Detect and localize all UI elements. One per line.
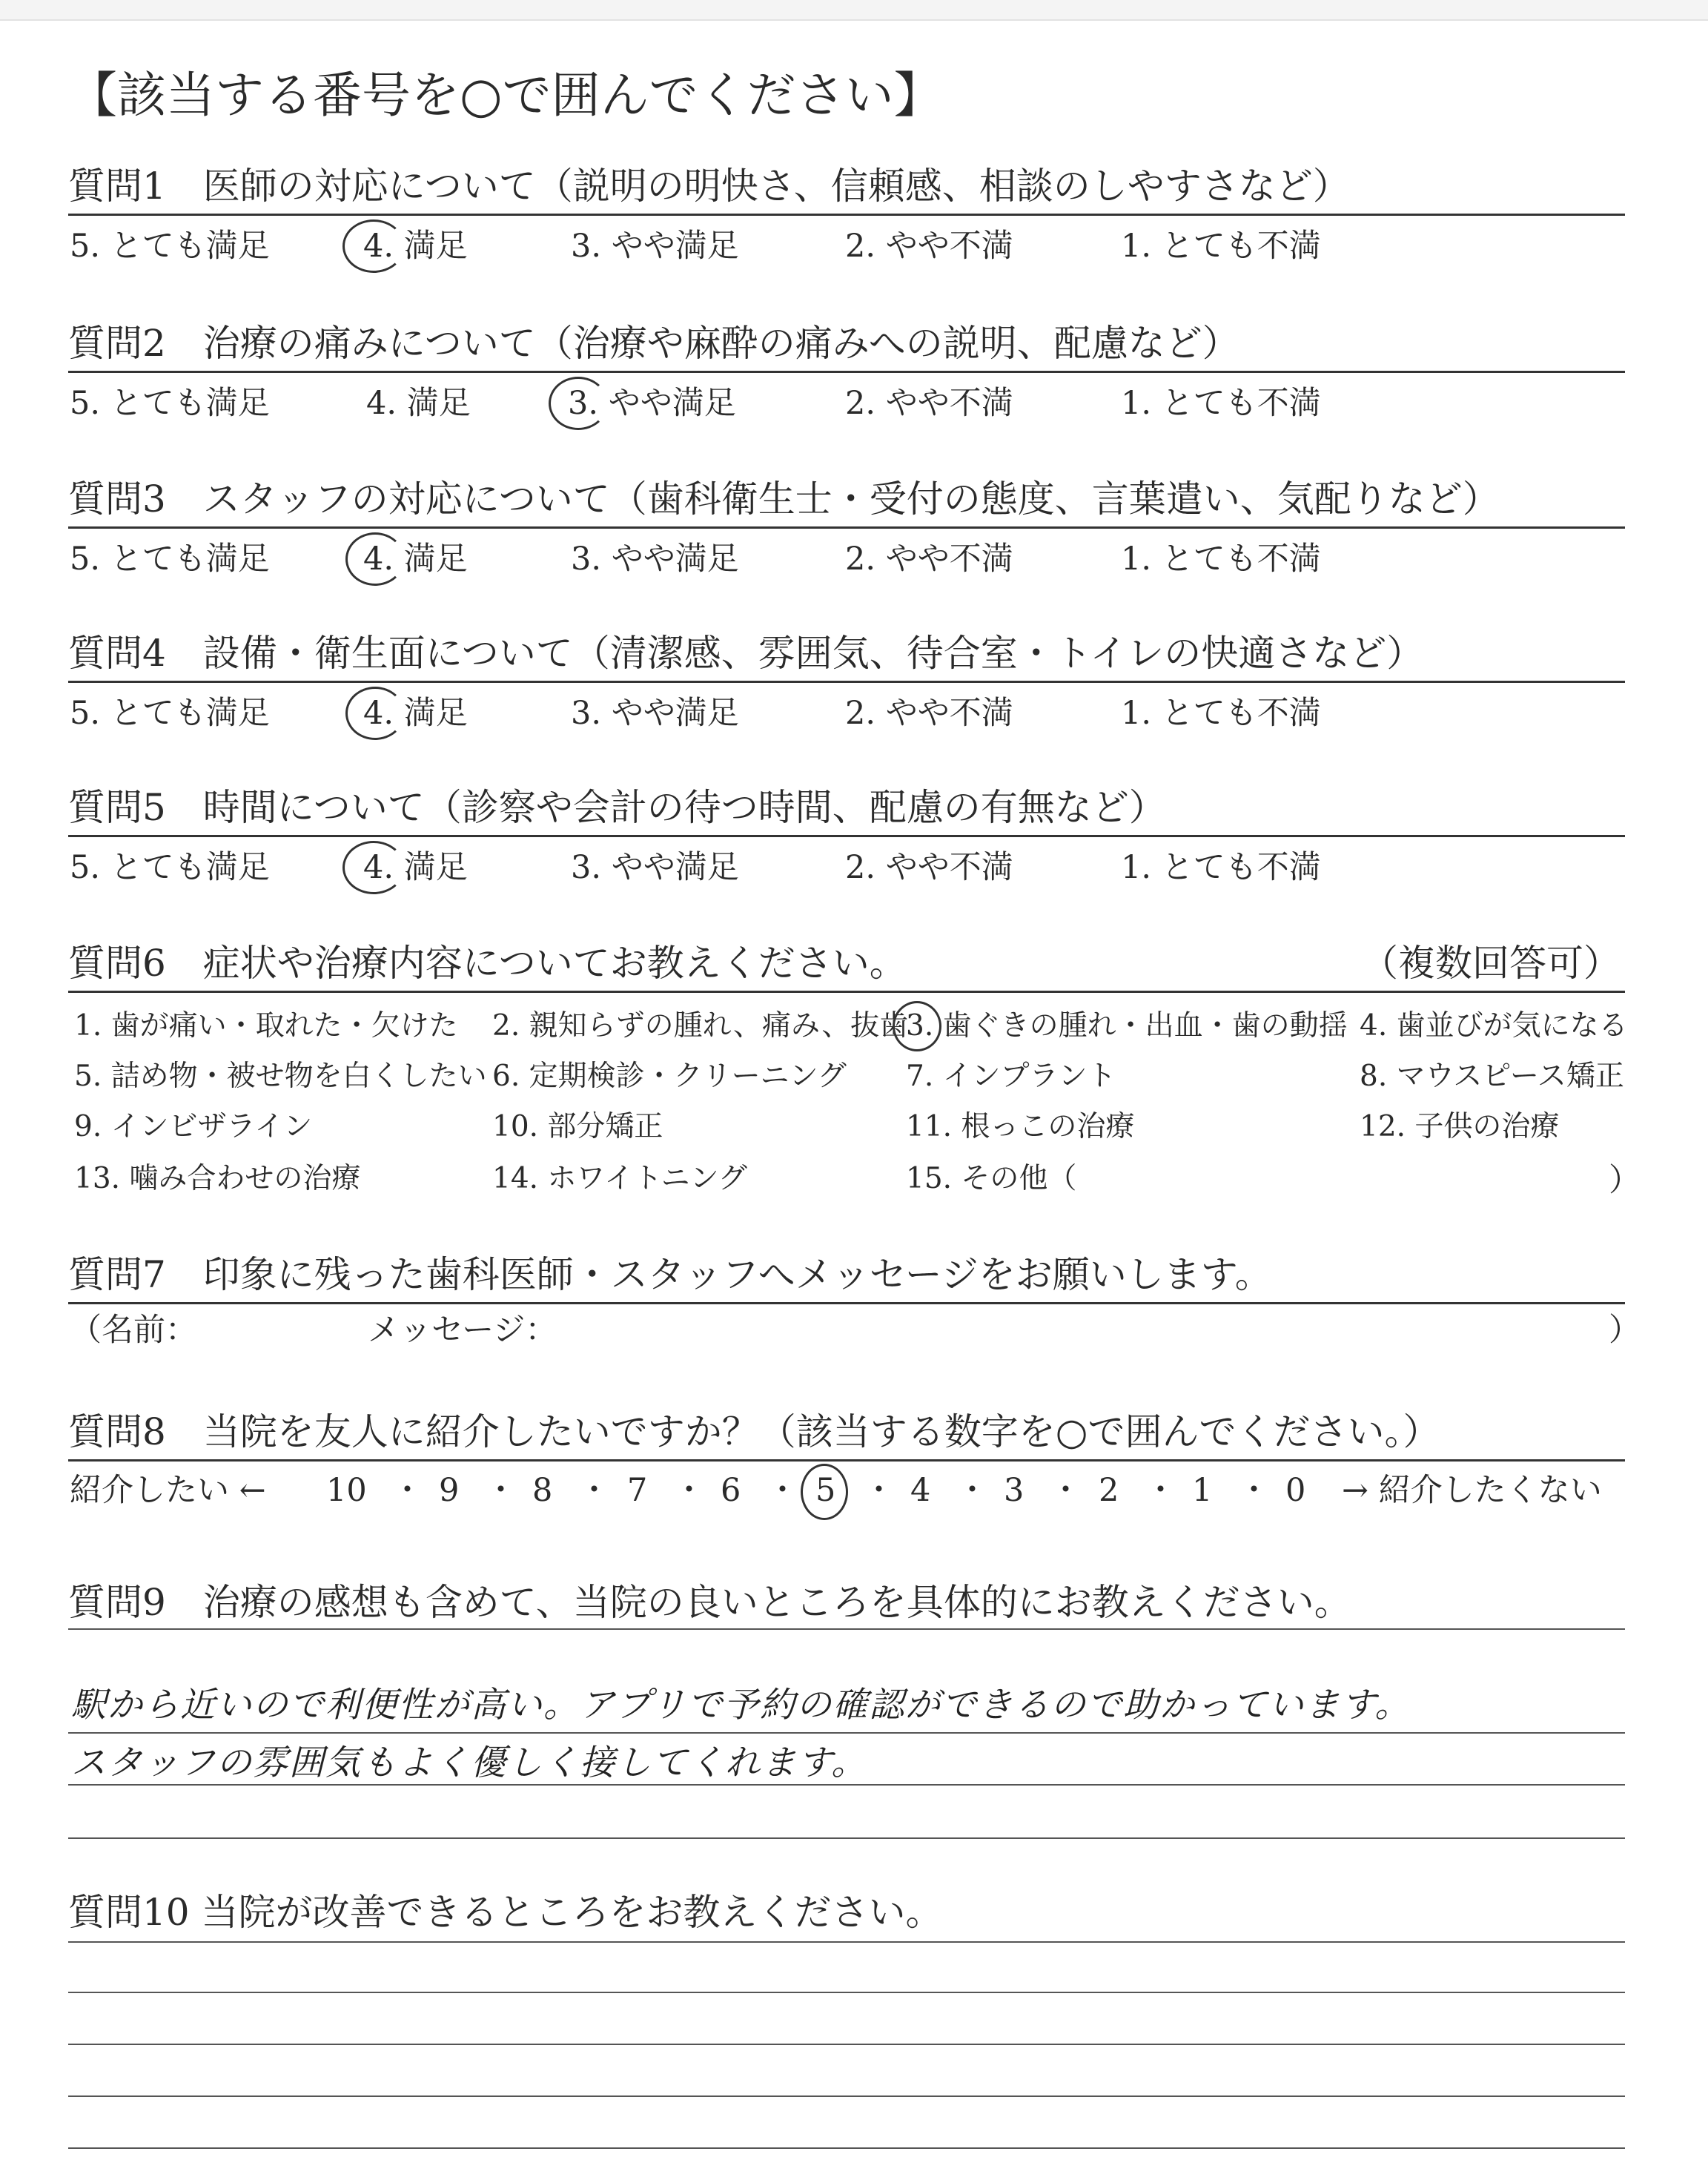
q4-title: 質問4 設備・衛生面について（清潔感、雰囲気、待合室・トイレの快適さなど） — [68, 632, 1424, 675]
q10-answer-line — [68, 1941, 1625, 1943]
q8-score-1[interactable]: 1 — [1192, 1472, 1213, 1509]
q8-score-7[interactable]: 7 — [627, 1472, 648, 1509]
q1-option-2[interactable]: 2. やや不満 — [845, 228, 1013, 265]
q8-separator: ・ — [1238, 1472, 1270, 1509]
q8-separator: ・ — [578, 1472, 610, 1509]
q1-option-5[interactable]: 5. とても満足 — [70, 228, 270, 265]
q2-option-4[interactable]: 4. 満足 — [366, 385, 471, 422]
q4-rule — [68, 681, 1625, 683]
q8-separator: ・ — [863, 1472, 895, 1509]
q8-right-label: → 紹介したくない — [1342, 1472, 1602, 1509]
q4-option-2[interactable]: 2. やや不満 — [845, 695, 1013, 732]
q10-answer-line — [68, 1992, 1625, 1993]
q1-option-4[interactable]: 4. 満足 — [363, 228, 468, 265]
q6-option-1[interactable]: 1. 歯が痛い・取れた・欠けた — [74, 1009, 458, 1043]
q6-option-2[interactable]: 2. 親知らずの腫れ、痛み、抜歯 — [492, 1009, 909, 1043]
q5-selection-circle — [342, 841, 405, 894]
q6-rule — [68, 991, 1625, 993]
q8-score-3[interactable]: 3 — [1004, 1472, 1025, 1509]
q6-option-9[interactable]: 9. インビザライン — [74, 1110, 313, 1143]
q8-rule — [68, 1459, 1625, 1462]
q6-option-13[interactable]: 13. 噛み合わせの治療 — [74, 1162, 361, 1195]
q5-option-4[interactable]: 4. 満足 — [363, 849, 468, 886]
q2-selection-circle — [549, 377, 608, 430]
q6-option-3[interactable]: 3. 歯ぐきの腫れ・出血・歯の動揺 — [906, 1009, 1348, 1043]
q9-handwritten-line-2: スタッフの雰囲気もよく優しく接してくれます。 — [71, 1743, 868, 1783]
q8-score-4[interactable]: 4 — [910, 1472, 931, 1509]
q3-option-4[interactable]: 4. 満足 — [363, 541, 468, 578]
q8-separator: ・ — [767, 1472, 798, 1509]
q6-option-15[interactable]: 15. その他（ — [906, 1162, 1077, 1195]
q8-score-6[interactable]: 6 — [721, 1472, 741, 1509]
q7-close: ） — [1609, 1312, 1641, 1349]
q7-rule — [68, 1302, 1625, 1304]
q3-option-3[interactable]: 3. やや満足 — [571, 541, 739, 578]
q4-option-4[interactable]: 4. 満足 — [363, 695, 468, 732]
q8-score-9[interactable]: 9 — [439, 1472, 460, 1509]
q8-score-10[interactable]: 10 — [326, 1472, 367, 1509]
q9-answer-line — [68, 1837, 1625, 1839]
q10-answer-line — [68, 2095, 1625, 2097]
q8-score-2[interactable]: 2 — [1099, 1472, 1119, 1509]
scan-top-edge — [0, 0, 1708, 19]
q6-option-4[interactable]: 4. 歯並びが気になる — [1360, 1009, 1628, 1043]
q6-option-5[interactable]: 5. 詰め物・被せ物を白くしたい — [74, 1060, 487, 1093]
q2-option-5[interactable]: 5. とても満足 — [70, 385, 270, 422]
q6-option-8[interactable]: 8. マウスピース矯正 — [1360, 1060, 1624, 1093]
q2-option-2[interactable]: 2. やや不満 — [845, 385, 1013, 422]
q5-option-1[interactable]: 1. とても不満 — [1121, 849, 1321, 886]
q1-rule — [68, 214, 1625, 216]
q3-title: 質問3 スタッフの対応について（歯科衛生士・受付の態度、言葉遣い、気配りなど） — [68, 478, 1500, 521]
q9-answer-line — [68, 1784, 1625, 1786]
q6-other-close: ） — [1609, 1162, 1641, 1199]
q8-score-5[interactable]: 5 — [815, 1472, 836, 1509]
q4-selection-circle — [345, 687, 405, 740]
q9-answer-line — [68, 1628, 1625, 1630]
q8-score-0[interactable]: 0 — [1285, 1472, 1306, 1509]
q8-separator: ・ — [956, 1472, 988, 1509]
q6-multiple-note: （複数回答可） — [1361, 942, 1621, 985]
q9-answer-line — [68, 1732, 1625, 1734]
q4-option-5[interactable]: 5. とても満足 — [70, 695, 270, 732]
q3-option-2[interactable]: 2. やや不満 — [845, 541, 1013, 578]
q6-option-10[interactable]: 10. 部分矯正 — [492, 1110, 663, 1143]
q6-option-12[interactable]: 12. 子供の治療 — [1360, 1110, 1560, 1143]
q3-option-5[interactable]: 5. とても満足 — [70, 541, 270, 578]
q6-selection-circle — [893, 1001, 941, 1051]
q8-separator: ・ — [391, 1472, 423, 1509]
q6-option-14[interactable]: 14. ホワイトニング — [492, 1162, 747, 1195]
q5-rule — [68, 835, 1625, 837]
q1-title: 質問1 医師の対応について（説明の明快さ、信頼感、相談のしやすさなど） — [68, 165, 1350, 208]
q8-separator: ・ — [485, 1472, 517, 1509]
q7-message-label[interactable]: メッセージ： — [368, 1312, 557, 1349]
q8-score-8[interactable]: 8 — [532, 1472, 553, 1509]
q1-option-1[interactable]: 1. とても不満 — [1121, 228, 1321, 265]
q8-title: 質問8 当院を友人に紹介したいですか？（該当する数字を○で囲んでください。） — [68, 1410, 1440, 1453]
q2-rule — [68, 371, 1625, 373]
q3-selection-circle — [345, 532, 405, 586]
q1-option-3[interactable]: 3. やや満足 — [571, 228, 739, 265]
q4-option-1[interactable]: 1. とても不満 — [1121, 695, 1321, 732]
q2-option-3[interactable]: 3. やや満足 — [568, 385, 736, 422]
q6-option-11[interactable]: 11. 根っこの治療 — [906, 1110, 1135, 1143]
q7-name-label[interactable]: （名前： — [70, 1312, 197, 1349]
q2-title: 質問2 治療の痛みについて（治療や麻酔の痛みへの説明、配慮など） — [68, 322, 1239, 365]
q8-left-label: 紹介したい ← — [70, 1472, 266, 1509]
q8-separator: ・ — [1050, 1472, 1082, 1509]
q6-option-6[interactable]: 6. 定期検診・クリーニング — [492, 1060, 847, 1093]
q8-separator: ・ — [673, 1472, 705, 1509]
q10-answer-line — [68, 2044, 1625, 2045]
q6-title: 質問6 症状や治療内容についてお教えください。 — [68, 942, 907, 985]
q6-option-7[interactable]: 7. インプラント — [906, 1060, 1116, 1093]
q9-title: 質問9 治療の感想も含めて、当院の良いところを具体的にお教えください。 — [68, 1581, 1351, 1624]
q5-option-5[interactable]: 5. とても満足 — [70, 849, 270, 886]
q3-option-1[interactable]: 1. とても不満 — [1121, 541, 1321, 578]
q3-rule — [68, 526, 1625, 529]
q5-title: 質問5 時間について（診察や会計の待つ時間、配慮の有無など） — [68, 786, 1166, 829]
form-heading: 【該当する番号を○で囲んでください】 — [68, 67, 943, 124]
q5-option-3[interactable]: 3. やや満足 — [571, 849, 739, 886]
q8-selection-circle — [801, 1464, 848, 1520]
q10-title: 質問10 当院が改善できるところをお教えください。 — [68, 1891, 943, 1934]
q4-option-3[interactable]: 3. やや満足 — [571, 695, 739, 732]
q10-answer-line — [68, 2147, 1625, 2149]
q1-selection-circle — [342, 219, 405, 273]
q5-option-2[interactable]: 2. やや不満 — [845, 849, 1013, 886]
q8-separator: ・ — [1145, 1472, 1176, 1509]
scan-top-edge-line — [0, 19, 1708, 21]
q2-option-1[interactable]: 1. とても不満 — [1121, 385, 1321, 422]
q7-title: 質問7 印象に残った歯科医師・スタッフへメッセージをお願いします。 — [68, 1253, 1272, 1296]
q9-handwritten-line-1: 駅から近いので利便性が高い。アプリで予約の確認ができるので助かっています。 — [71, 1685, 1411, 1725]
